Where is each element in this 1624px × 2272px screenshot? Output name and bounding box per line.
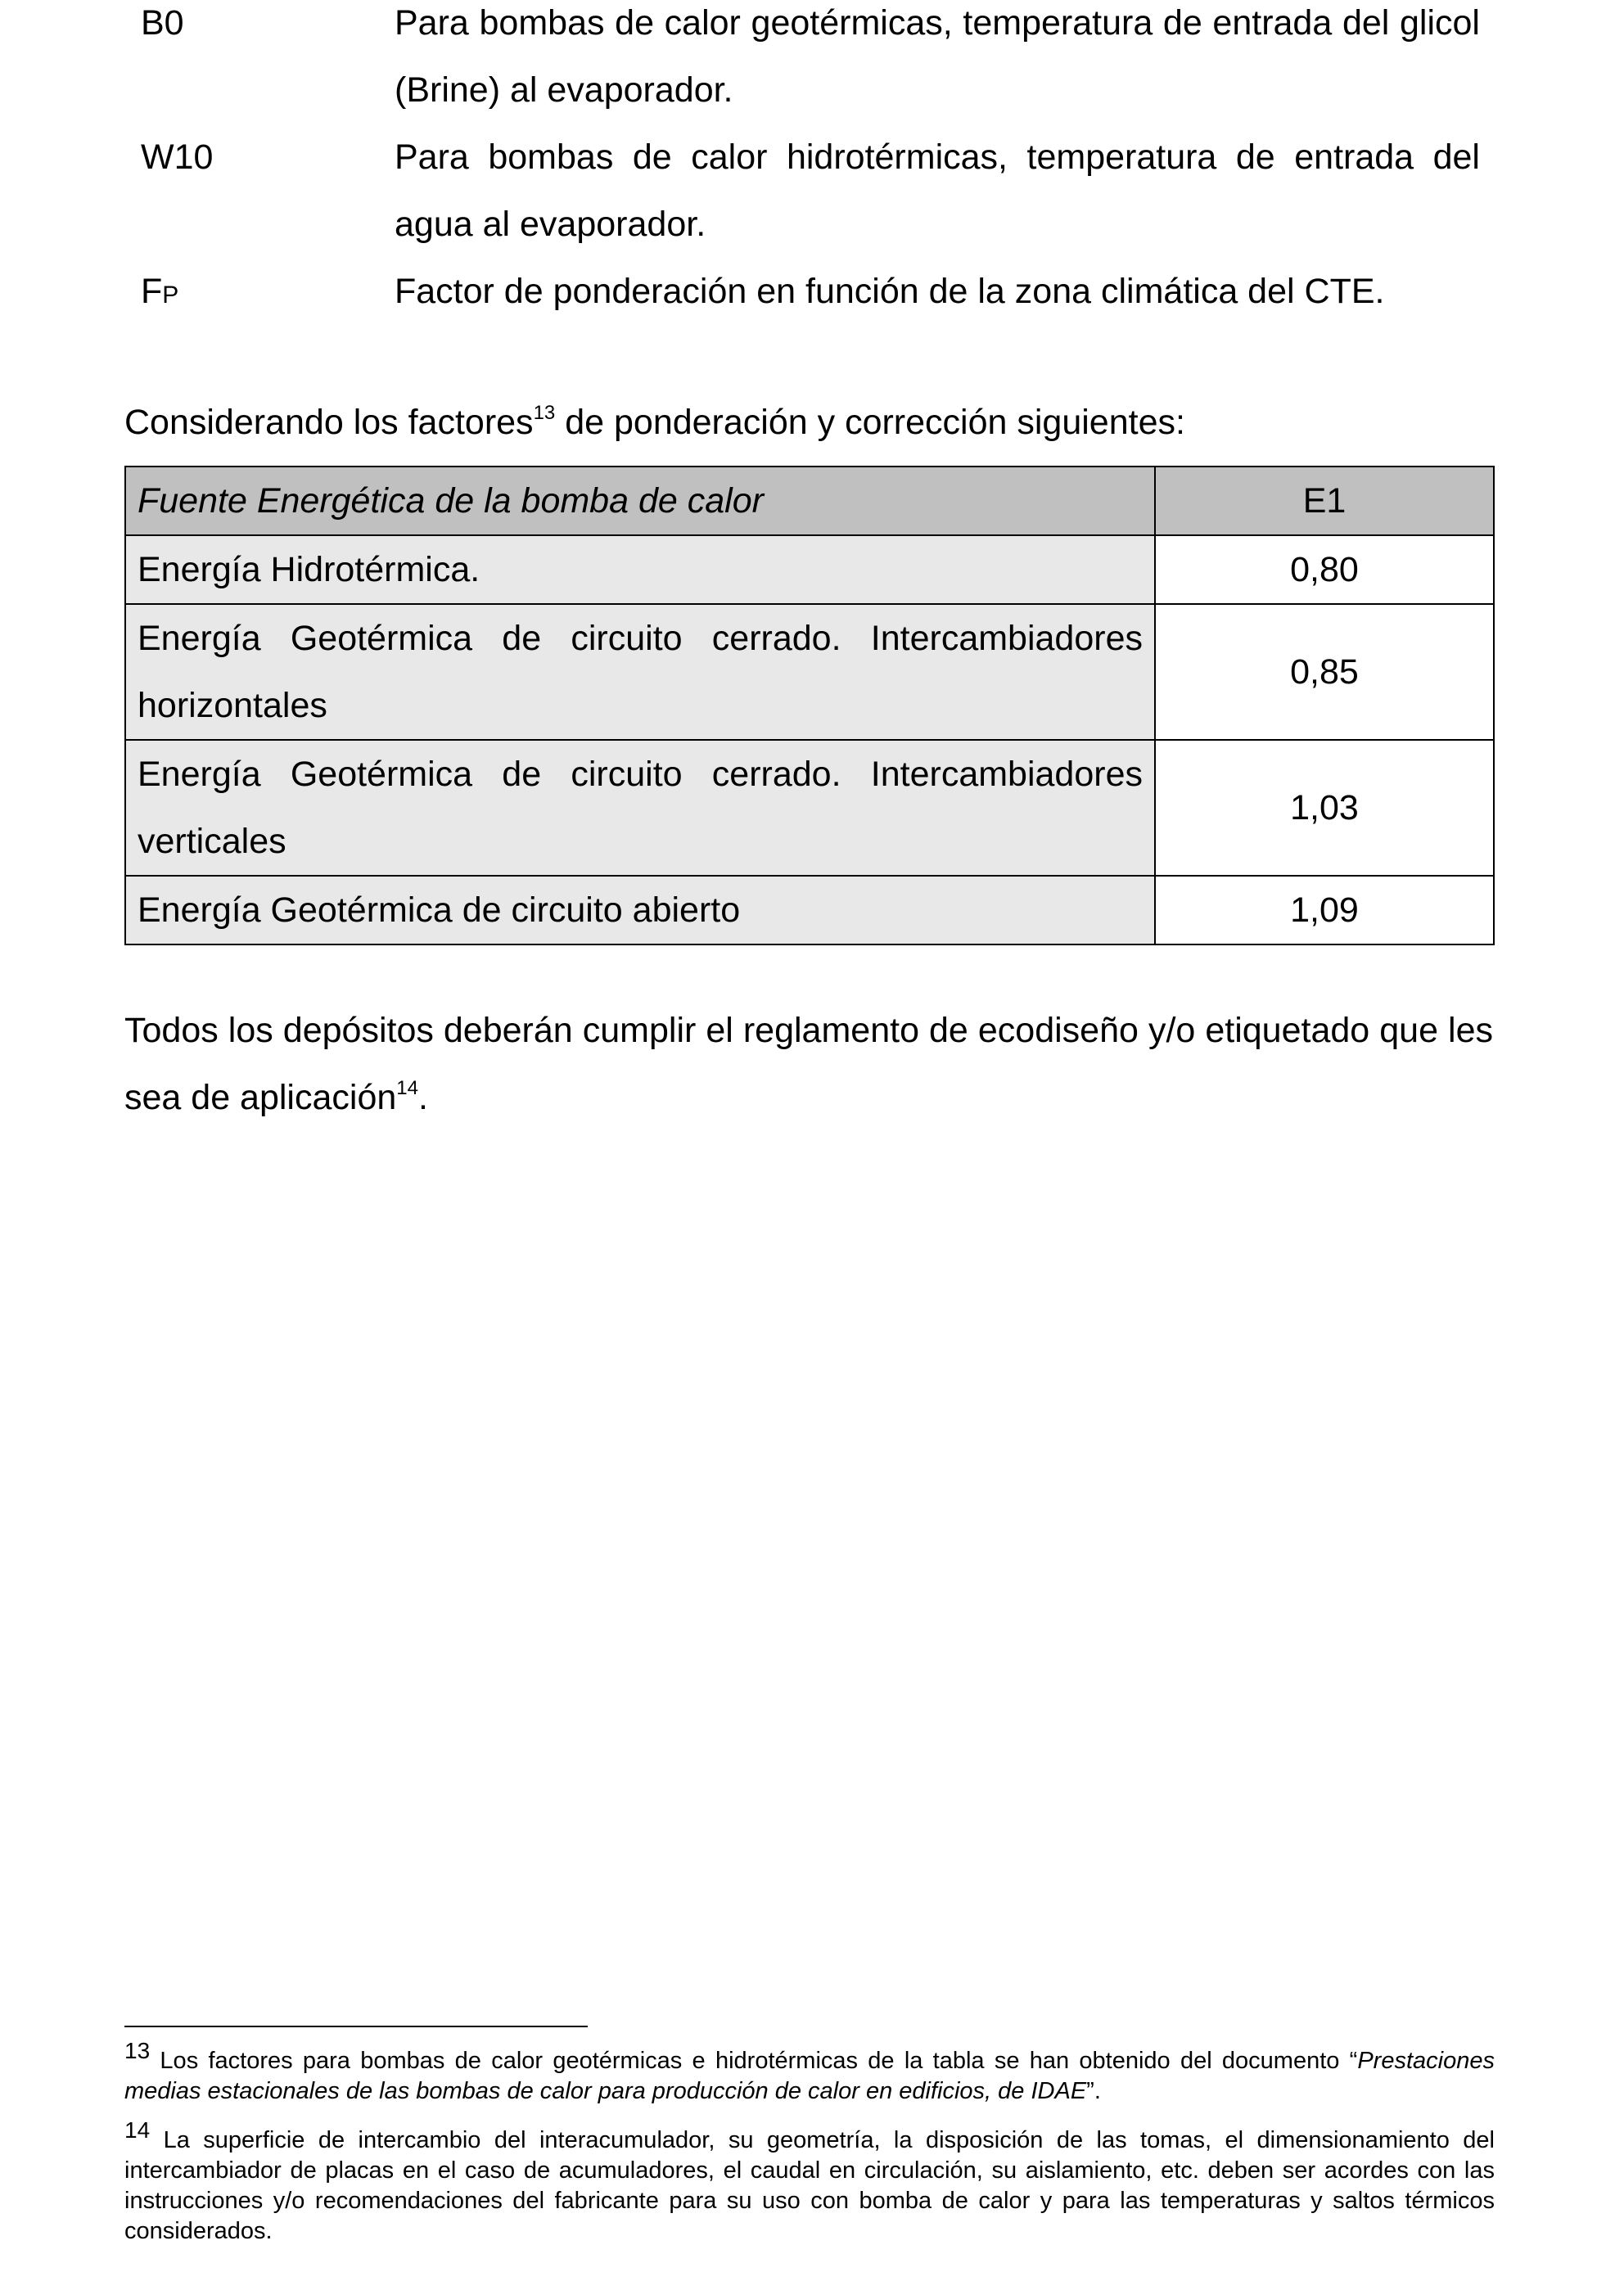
row-value: 1,03 [1155,740,1494,876]
table-row [125,876,1494,944]
row-source: Energía Geotérmica de circuito cerrado. Intercambiadores horizontales [125,604,1155,740]
footnote-separator [124,2026,588,2027]
definition-symbol: FP [141,272,179,311]
closing-paragraph: Todos los depósitos deberán cumplir el reglamento de ecodiseño y/o etiquetado que les sea de aplicación$^{14}$. [124,1011,1493,1117]
definition-text: Factor de ponderación en función de la zona climática del CTE. [395,272,1385,311]
footnote-ref-13[interactable]: 13 [533,402,556,424]
header-value: E1 [1155,467,1494,535]
table-row [125,740,1494,876]
footnote-number: 14 [124,2117,151,2143]
row-value: 0,85 [1155,604,1494,740]
row-source: Energía Geotérmica de circuito cerrado. Intercambiadores verticales [125,740,1155,876]
table-header-row [125,467,1494,535]
footnote-13: 13 Los factores para bombas de calor geotérmicas e hidrotérmicas de la tabla se han obtenido del documento “Prestaciones medias estacionales de las bombas de calor para producción de calor en edificios, de IDAE”. [124,2038,1495,2104]
row-source: Energía Hidrotérmica. [125,535,1155,604]
footnote-number: 13 [124,2038,151,2063]
header-source: Fuente Energética de la bomba de calor [125,467,1155,535]
row-source: Energía Geotérmica de circuito abierto [125,876,1155,944]
table-row [125,604,1494,740]
definition-text: Para bombas de calor geotérmicas, temperatura de entrada del glicol (Brine) al evaporador. [395,3,1480,110]
definition-subscript: P [162,282,179,309]
definition-symbol: W10 [141,137,214,177]
footnote-citation: Prestaciones medias estacionales de las bombas de calor para producción de calor en edificios, de IDAE [124,2048,1495,2104]
factors-table [124,466,1495,945]
row-value: 1,09 [1155,876,1494,944]
footnote-14: 14 La superficie de intercambio del interacumulador, su geometría, la disposición de las tomas, el dimensionamiento del intercambiador de placas en el caso de acumuladores, el caudal en circulación, su aislamiento, etc. deben ser acordes con las instrucciones y/o recomendaciones del fabricante para su uso con bomba de calor y para las temperaturas y saltos térmicos considerados. [124,2117,1495,2244]
table-row [125,535,1494,604]
row-value: 0,80 [1155,535,1494,604]
footnote-ref-14[interactable]: 14 [396,1077,418,1099]
definition-text: Para bombas de calor hidrotérmicas, temperatura de entrada del agua al evaporador. [395,137,1480,244]
intro-paragraph: Considerando los factores$^{13}$ de ponderación y corrección siguientes: [124,402,1185,442]
definition-symbol: B0 [141,3,184,43]
